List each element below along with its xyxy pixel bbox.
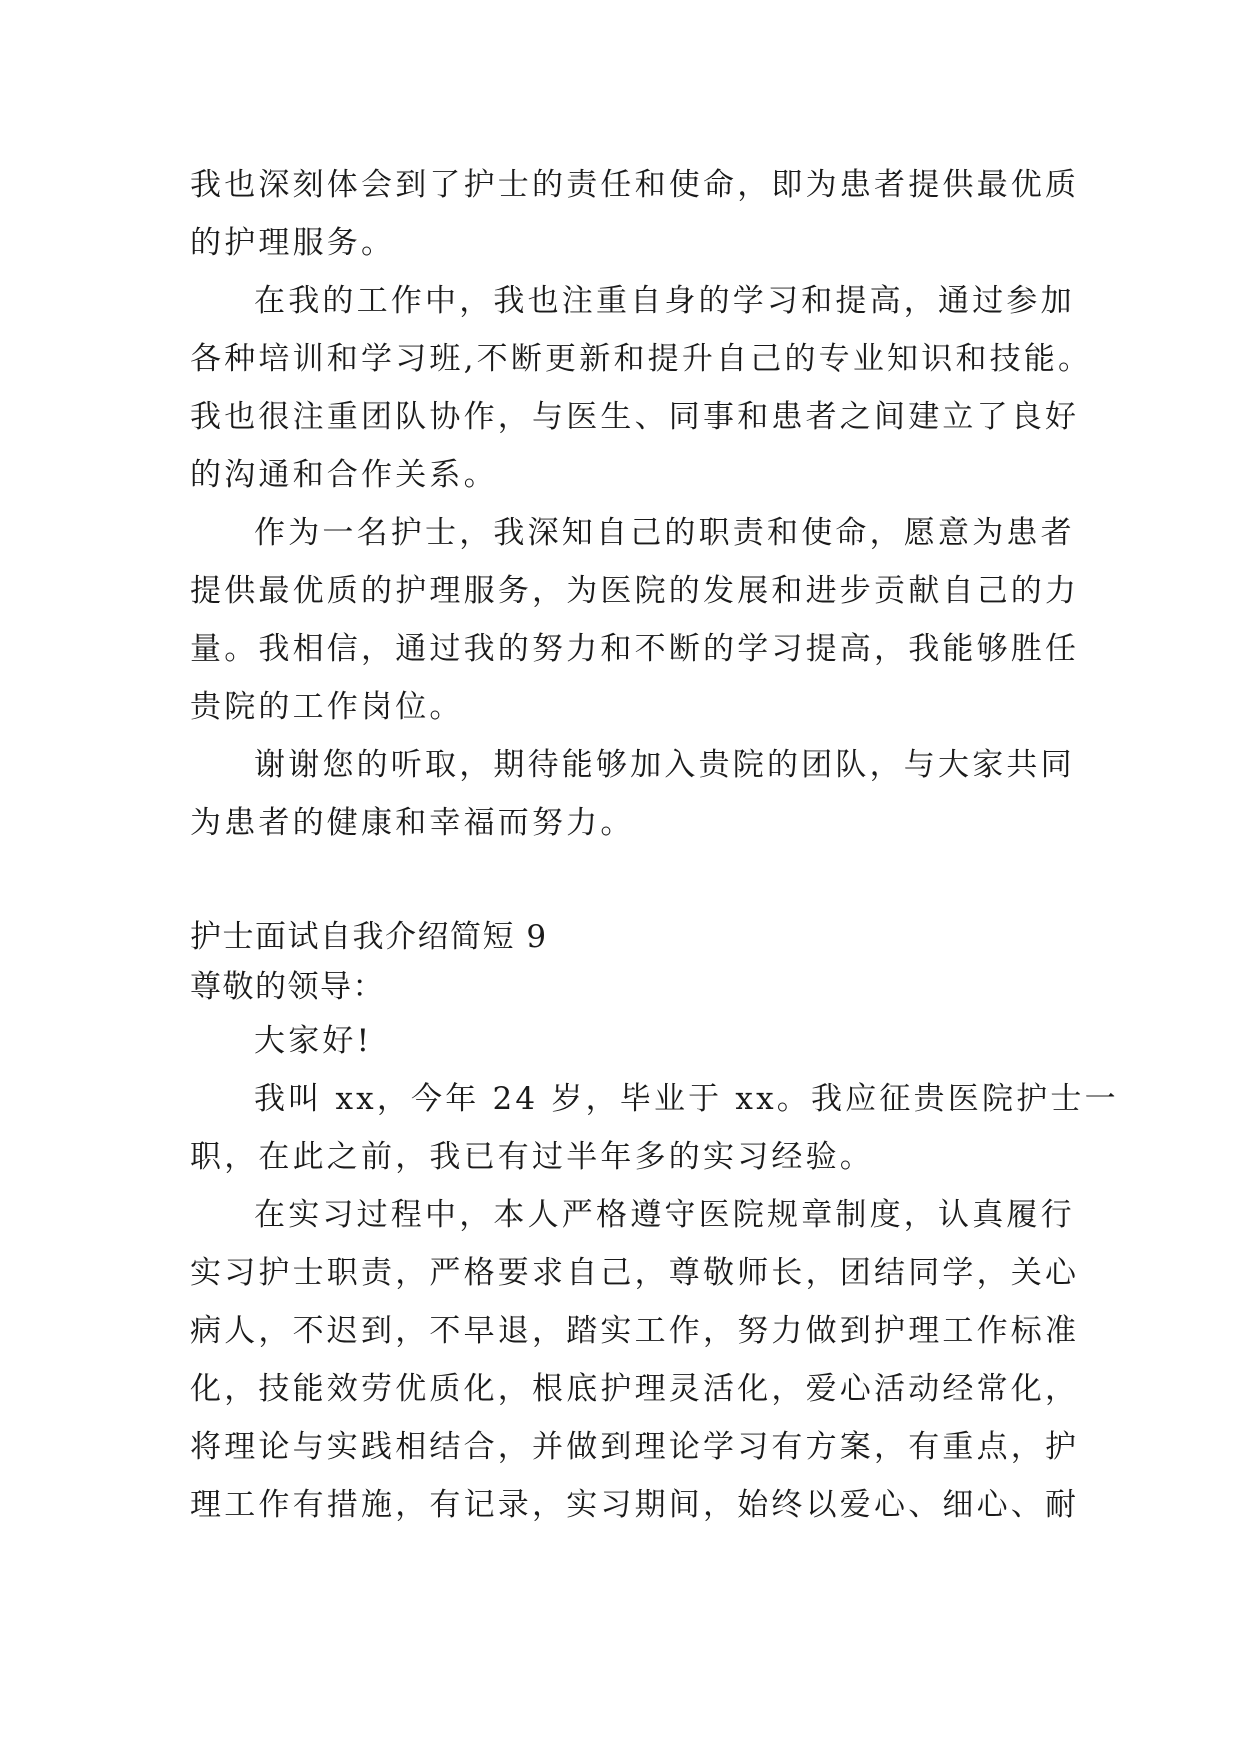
text-line: 化，技能效劳优质化，根底护理灵活化，爱心活动经常化， bbox=[190, 1371, 1080, 1407]
text-line: 实习护士职责，严格要求自己，尊敬师长，团结同学，关心 bbox=[190, 1255, 1080, 1291]
text-line: 贵院的工作岗位。 bbox=[190, 689, 464, 725]
text-line: 病人，不迟到，不早退，踏实工作，努力做到护理工作标准 bbox=[190, 1313, 1080, 1349]
text-line: 为患者的健康和幸福而努力。 bbox=[190, 805, 635, 841]
document-body bbox=[190, 156, 1119, 1534]
greeting: 大家好! bbox=[254, 1023, 373, 1059]
text-line: 的护理服务。 bbox=[190, 225, 396, 261]
text-line: 作为一名护士，我深知自己的职责和使命，愿意为患者 bbox=[254, 515, 1075, 551]
section-spacer bbox=[190, 852, 1055, 912]
salutation: 尊敬的领导： bbox=[190, 969, 385, 1005]
paragraph bbox=[190, 1186, 1080, 1534]
paragraph bbox=[190, 272, 1093, 504]
text-line: 在我的工作中，我也注重自身的学习和提高，通过参加 bbox=[254, 283, 1075, 319]
text-line: 提供最优质的护理服务，为医院的发展和进步贡献自己的力 bbox=[190, 573, 1080, 609]
paragraph bbox=[190, 156, 1080, 272]
text-line: 谢谢您的听取，期待能够加入贵院的团队，与大家共同 bbox=[254, 747, 1075, 783]
paragraph bbox=[190, 736, 1075, 852]
text-line: 将理论与实践相结合，并做到理论学习有方案，有重点，护 bbox=[190, 1429, 1080, 1465]
text-line: 在实习过程中，本人严格遵守医院规章制度，认真履行 bbox=[254, 1197, 1075, 1233]
text-line: 职，在此之前，我已有过半年多的实习经验。 bbox=[190, 1139, 874, 1175]
text-line: 量。我相信，通过我的努力和不断的学习提高，我能够胜任 bbox=[190, 631, 1080, 667]
text-line: 我也深刻体会到了护士的责任和使命，即为患者提供最优质 bbox=[190, 167, 1080, 203]
paragraph bbox=[190, 1070, 1119, 1186]
text-line: 理工作有措施，有记录，实习期间，始终以爱心、细心、耐 bbox=[190, 1487, 1080, 1523]
text-line: 我也很注重团队协作，与医生、同事和患者之间建立了良好 bbox=[190, 399, 1080, 435]
section-title: 护士面试自我介绍简短 9 bbox=[190, 919, 548, 955]
text-line: 我叫 xx，今年 24 岁，毕业于 xx。我应征贵医院护士一 bbox=[254, 1081, 1119, 1117]
text-line: 的沟通和合作关系。 bbox=[190, 457, 498, 493]
paragraph bbox=[190, 504, 1080, 736]
text-line: 各种培训和学习班,不断更新和提升自己的专业知识和技能。 bbox=[190, 341, 1093, 377]
